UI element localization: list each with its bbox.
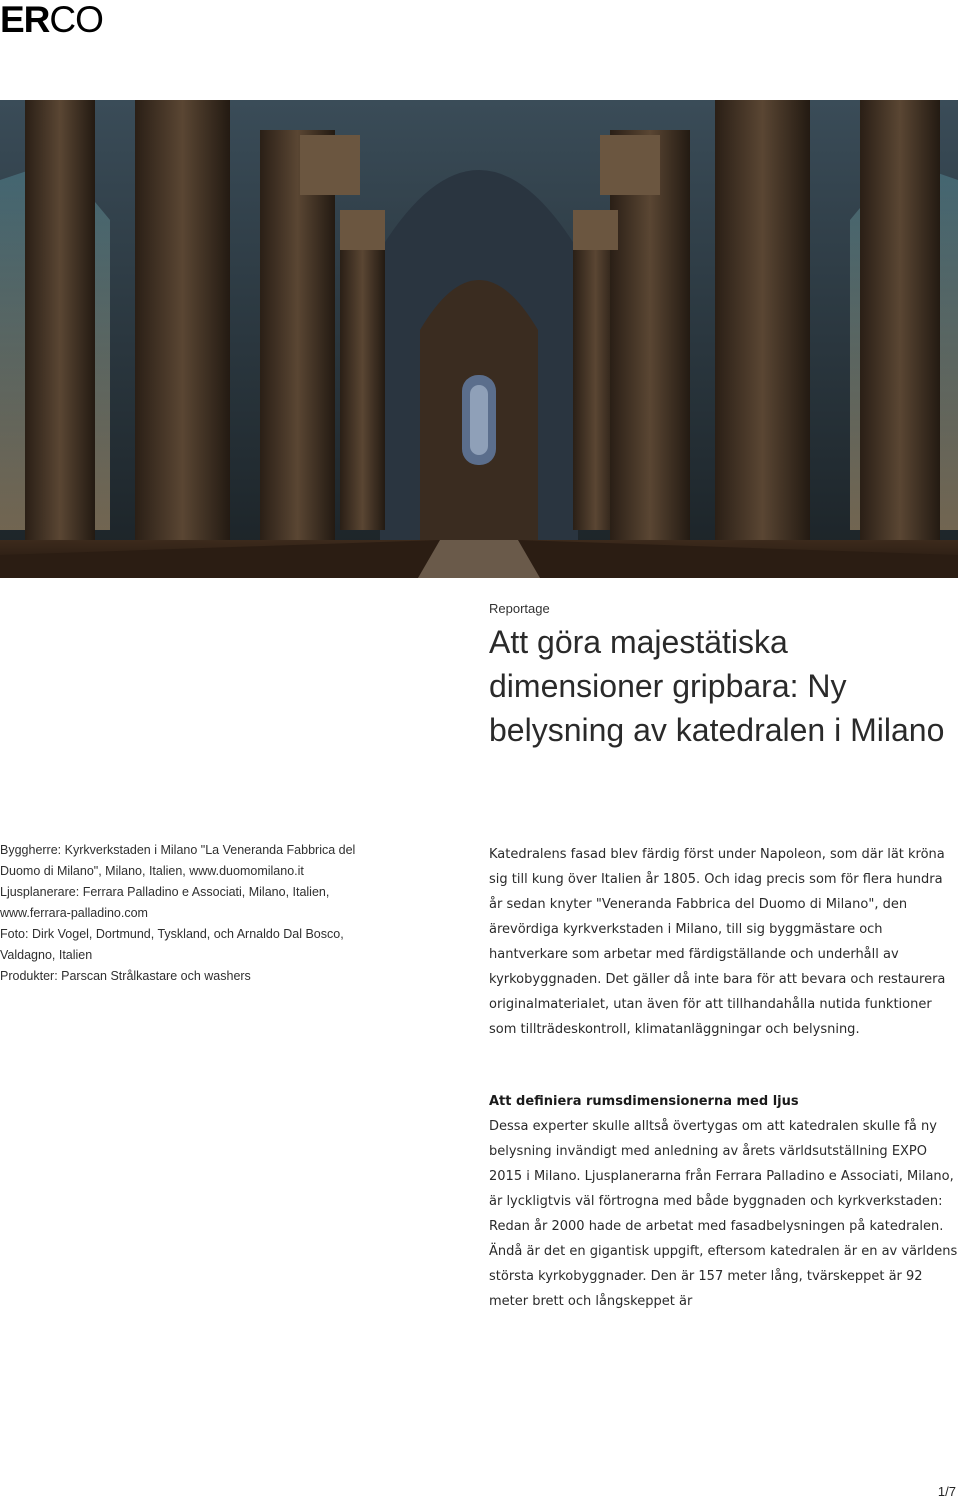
cathedral-illustration xyxy=(0,100,958,578)
logo-part-light: CO xyxy=(49,0,103,40)
credit-client: Byggherre: Kyrkverkstaden i Milano "La Veneranda Fabbrica del Duomo di Milano", Milano, Italien, www.duomomilano.it xyxy=(0,843,356,878)
credits-block xyxy=(0,840,360,987)
article-section xyxy=(489,1089,959,1314)
article-title: Att göra majestätiska dimensioner gripbara: Ny belysning av katedralen i Milano xyxy=(489,624,945,748)
page-indicator: 1/7 xyxy=(937,1484,956,1499)
erco-logo[interactable] xyxy=(0,0,103,40)
credit-products: Produkter: Parscan Strålkastare och washers xyxy=(0,969,251,983)
section-heading: Att definiera rumsdimensionerna med ljus xyxy=(489,1094,799,1109)
credit-photo: Foto: Dirk Vogel, Dortmund, Tyskland, och Arnaldo Dal Bosco, Valdagno, Italien xyxy=(0,927,344,962)
credit-lighting-designer: Ljusplanerare: Ferrara Palladino e Associati, Milano, Italien, www.ferrara-palladino.com xyxy=(0,885,330,920)
intro-paragraph: Katedralens fasad blev färdig först under Napoleon, som där lät kröna sig till kung över Italien år 1805. Och idag precis som för flera hundra år sedan knyter "Veneranda Fabbrica del Duomo di Milano", den ärevördiga kyrkverkstaden i Milano, till sig byggmästare och hantverkare som arbetar med färdigställande och underhåll av kyrkobyggnaden. Det gäller då inte bara för att bevara och restaurera originalmaterialet, utan även för att tillhandahålla nutida funktioner som tillträdeskontroll, klimatanläggningar och belysning. xyxy=(489,847,946,1037)
article-kicker: Reportage xyxy=(489,601,550,616)
logo-part-bold: ER xyxy=(0,0,50,40)
hero-image xyxy=(0,100,958,578)
section-paragraph: Dessa experter skulle alltså övertygas om att katedralen skulle få ny belysning invändigt med anledning av årets världsutställning EXPO 2015 i Milano. Ljusplanerarna från Ferrara Palladino e Associati, Milano, är lyckligtvis väl förtrogna med både byggnaden och kyrkverkstaden: Redan år 2000 hade de arbetat med fasadbelysningen på katedralen. Ändå är det en gigantisk uppgift, eftersom katedralen är en av världens största kyrkobyggnader. Den är 157 meter lång, tvärskeppet är 92 meter brett och långskeppet är xyxy=(489,1119,958,1309)
